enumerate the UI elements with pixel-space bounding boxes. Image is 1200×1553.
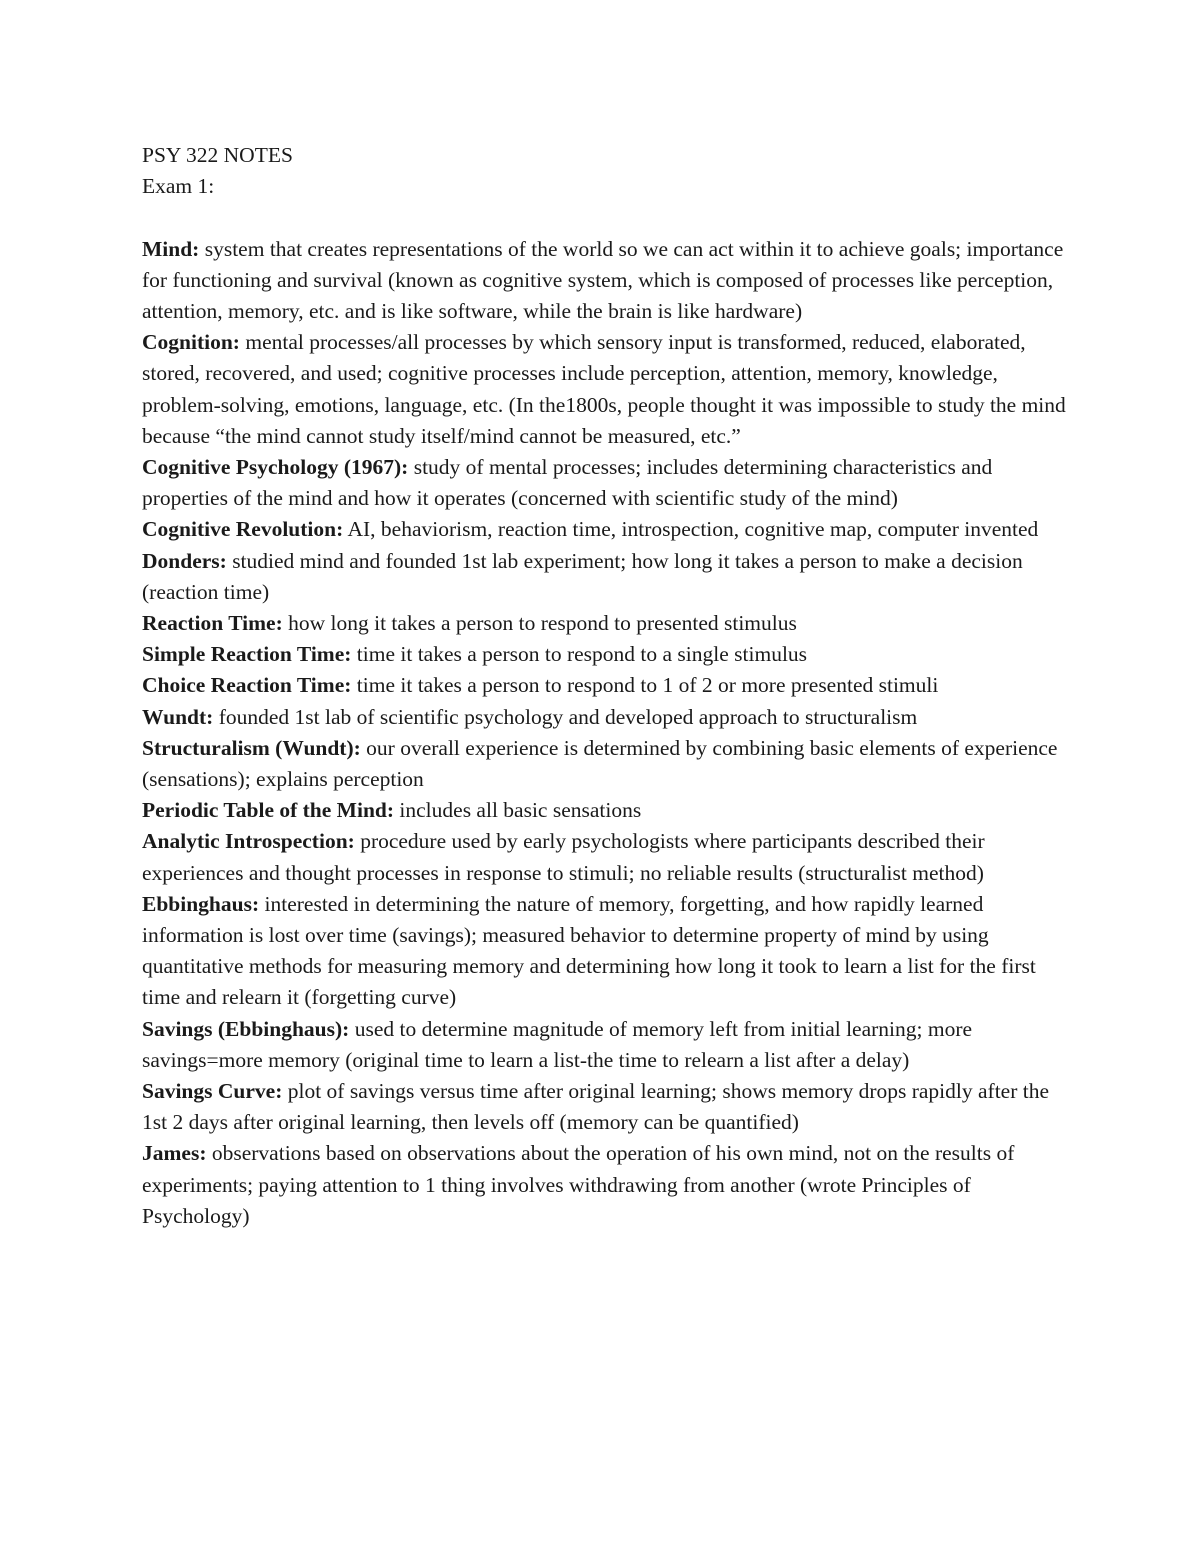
entry-james [142,1138,1072,1232]
entry-definition: our overall experience is determined by combining basic elements of experience (sensations); explains perception [142,735,1058,792]
entry-term: Choice Reaction Time: [142,673,352,698]
entry-definition: mental processes/all processes by which sensory input is transformed, reduced, elaborated, stored, recovered, and used; cognitive processes include perception, attention, memory, knowledge, problem-solving, emotions, language, etc. (In the1800s, people thought it was impossible to study the mind because “the mind cannot study itself/mind cannot be measured, etc.” [142,330,1066,448]
entry-definition: system that creates representations of the world so we can act within it to achieve goals; importance for functioning and survival (known as cognitive system, which is composed of processes like perception, attention, memory, etc. and is like software, while the brain is like hardware) [142,236,1064,323]
entry-term: Cognitive Revolution: [142,517,344,542]
entry-cognition [142,327,1072,452]
entry-term: James: [142,1141,207,1166]
entry-choice-reaction-time [142,670,1072,701]
entry-term: Donders: [142,548,227,573]
entry-cognitive-revolution [142,514,1072,545]
entry-ebbinghaus [142,889,1072,1014]
entry-term: Savings (Ebbinghaus): [142,1016,350,1041]
document-subtitle: Exam 1: [142,174,215,199]
entry-term: Periodic Table of the Mind: [142,798,395,823]
entry-term: Wundt: [142,704,214,729]
entry-term: Ebbinghaus: [142,891,260,916]
entry-definition: study of mental processes; includes determining characteristics and properties of the mind and how it operates (concerned with scientific study of the mind) [142,455,993,511]
entry-definition: AI, behaviorism, reaction time, introspection, cognitive map, computer invented [347,517,1039,542]
entry-term: Cognitive Psychology (1967): [142,455,409,480]
entry-analytic-introspection [142,826,1072,888]
entry-term: Reaction Time: [142,611,283,636]
entry-definition: plot of savings versus time after original learning; shows memory drops rapidly after the 1st 2 days after original learning, then levels off (memory can be quantified) [142,1079,1050,1135]
entry-wundt [142,702,1072,733]
entry-simple-reaction-time [142,639,1072,670]
entry-definition: time it takes a person to respond to a single stimulus [356,642,808,667]
entry-donders [142,546,1072,608]
entry-reaction-time [142,608,1072,639]
entry-definition: interested in determining the nature of memory, forgetting, and how rapidly learned information is lost over time (savings); measured behavior to determine property of mind by using quantitative methods for measuring memory and determining how long it took to learn a list for the first time and relearn it (forgetting curve) [142,891,1036,1010]
entry-definition: used to determine magnitude of memory left from initial learning; more savings=more memory (original time to learn a list-the time to relearn a list after a delay) [142,1016,973,1072]
entry-savings [142,1014,1072,1076]
entry-periodic-table [142,795,1072,826]
entry-definition: includes all basic sensations [399,798,642,823]
entry-cognitive-psychology [142,452,1072,514]
entry-term: Savings Curve: [142,1079,283,1104]
entry-term: Simple Reaction Time: [142,642,352,667]
entry-savings-curve [142,1076,1072,1138]
entry-definition: procedure used by early psychologists where participants described their experiences and thought processes in response to stimuli; no reliable results (structuralist method) [142,829,985,885]
entry-term: Analytic Introspection: [142,829,355,854]
entry-definition: founded 1st lab of scientific psychology and developed approach to structuralism [218,704,918,729]
entry-term: Cognition: [142,330,240,355]
document-page [142,140,1072,1232]
entry-definition: studied mind and founded 1st lab experiment; how long it takes a person to make a decision (reaction time) [142,548,1023,604]
entry-definition: how long it takes a person to respond to presented stimulus [288,611,797,636]
entry-mind [142,234,1072,328]
entry-term: Structuralism (Wundt): [142,735,361,760]
document-title: PSY 322 NOTES [142,143,293,167]
entry-structuralism [142,733,1072,795]
entry-definition: observations based on observations about the operation of his own mind, not on the results of experiments; paying attention to 1 thing involves withdrawing from another (wrote Principles of Psychology) [142,1141,1015,1228]
entry-definition: time it takes a person to respond to 1 of 2 or more presented stimuli [356,673,939,698]
blank-line [142,202,1072,233]
entry-term: Mind: [142,236,200,261]
